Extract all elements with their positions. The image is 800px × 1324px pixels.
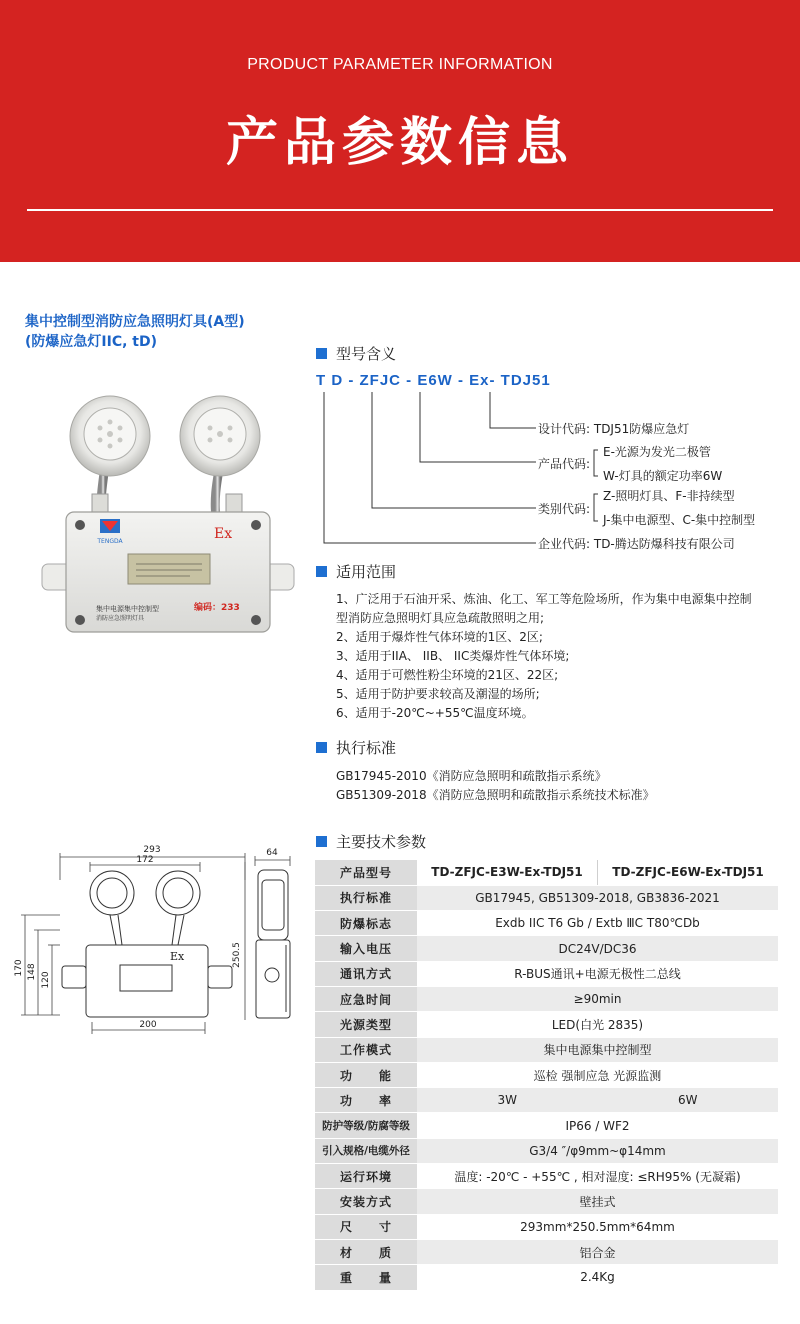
section-specs	[316, 831, 426, 851]
section-heading: 执行标准	[336, 738, 397, 757]
spec-value: 2.4Kg	[417, 1265, 778, 1290]
spec-key: 通讯方式	[315, 961, 417, 986]
table-row	[315, 1062, 778, 1087]
spec-value: GB17945, GB51309-2018, GB3836-2021	[417, 885, 778, 910]
spec-key: 材 质	[315, 1239, 417, 1264]
list-item: 6、适用于-20℃~+55℃温度环境。	[336, 706, 534, 720]
list-item: 型消防应急照明灯具应急疏散照明之用;	[336, 611, 545, 625]
list-item: 5、适用于防护要求较高及潮湿的场所;	[336, 687, 540, 701]
section-heading: 主要技术参数	[336, 832, 427, 851]
table-row	[315, 1239, 778, 1264]
spec-value: 铝合金	[417, 1239, 778, 1264]
table-row	[315, 860, 778, 885]
model-code: T D - ZFJC - E6W - Ex- TDJ51	[316, 372, 551, 389]
table-row	[315, 1189, 778, 1214]
product-code-label: 产品代码:	[538, 457, 591, 471]
dim-120: 120	[41, 971, 51, 989]
spec-value: 巡检 强制应急 光源监测	[417, 1062, 778, 1087]
table-row	[315, 1214, 778, 1239]
list-item: 3、适用于IIA、 IIB、 IIC类爆炸性气体环境;	[336, 649, 570, 663]
table-row	[315, 1088, 778, 1113]
table-row	[315, 1138, 778, 1163]
dim-64: 64	[266, 848, 278, 858]
spec-model-a: TD-ZFJC-E3W-Ex-TDJ51	[417, 860, 598, 885]
spec-key: 防护等级/防腐等级	[315, 1113, 417, 1138]
table-row	[315, 1113, 778, 1138]
spec-value: 温度: -20℃ - +55℃ , 相对湿度: ≤RH95% (无凝霜)	[417, 1164, 778, 1189]
spec-key: 执行标准	[315, 885, 417, 910]
spec-key: 功 能	[315, 1062, 417, 1087]
banner-cn-title: 产品参数信息	[225, 113, 574, 173]
enterprise-code-label: 企业代码: TD-腾达防爆科技有限公司	[538, 537, 735, 551]
design-code-label: 设计代码: TDJ51防爆应急灯	[538, 422, 690, 436]
spec-value: R-BUS通讯+电源无极性二总线	[417, 961, 778, 986]
table-row	[315, 1164, 778, 1189]
table-row	[315, 986, 778, 1011]
spec-key: 工作模式	[315, 1037, 417, 1062]
table-row	[315, 961, 778, 986]
product-title-line2: (防爆应急灯IIC, tD)	[25, 334, 157, 350]
spec-key: 防爆标志	[315, 911, 417, 936]
lamp-brand-text: TENGDA	[97, 538, 123, 545]
spec-power-a: 3W	[417, 1088, 598, 1113]
spec-key: 安装方式	[315, 1189, 417, 1214]
category-code-label: 类别代码:	[538, 502, 591, 516]
lamp-label-line1: 集中电源集中控制型	[96, 605, 159, 613]
table-row	[315, 1012, 778, 1037]
dim-250-5: 250.5	[232, 942, 242, 968]
spec-key: 产品型号	[315, 860, 417, 885]
spec-key: 功 率	[315, 1088, 417, 1113]
spec-key: 光源类型	[315, 1012, 417, 1037]
spec-value: DC24V/DC36	[417, 936, 778, 961]
list-item: 1、广泛用于石油开采、炼油、化工、军工等危险场所，作为集中电源集中控制	[336, 592, 752, 606]
section-heading: 型号含义	[336, 344, 397, 363]
lamp-code: 编码：233	[194, 603, 240, 613]
list-item: 4、适用于可燃性粉尘环境的21区、22区;	[336, 668, 559, 682]
dim-293: 293	[143, 845, 161, 855]
banner-en-title: PRODUCT PARAMETER INFORMATION	[247, 56, 553, 73]
table-row	[315, 1037, 778, 1062]
section-marker-icon	[316, 836, 327, 847]
dim-172: 172	[136, 855, 154, 865]
spec-power-b: 6W	[598, 1088, 779, 1113]
product-code-e: E-光源为发光二极管	[603, 445, 711, 459]
spec-key: 尺 寸	[315, 1214, 417, 1239]
lamp-ex-mark: Ex	[214, 526, 233, 542]
category-code-2: J-集中电源型、C-集中控制型	[603, 513, 756, 527]
table-row	[315, 885, 778, 910]
list-item: GB51309-2018《消防应急照明和疏散指示系统技术标准》	[336, 788, 655, 802]
section-heading: 适用范围	[336, 562, 397, 581]
product-title-line1: 集中控制型消防应急照明灯具(A型)	[25, 314, 245, 330]
category-code-1: Z-照明灯具、F-非持续型	[603, 489, 735, 503]
spec-value: ≥90min	[417, 986, 778, 1011]
table-row	[315, 1265, 778, 1290]
table-row	[315, 936, 778, 961]
spec-value: LED(白光 2835)	[417, 1012, 778, 1037]
lamp-label-line2: 消防应急照明灯具	[96, 615, 145, 622]
spec-model-b: TD-ZFJC-E6W-Ex-TDJ51	[598, 860, 779, 885]
dim-148: 148	[27, 963, 37, 981]
spec-value: G3/4 ″/φ9mm~φ14mm	[417, 1138, 778, 1163]
spec-table	[315, 860, 778, 1291]
spec-key: 引入规格/电缆外径	[315, 1138, 417, 1163]
product-code-w: W-灯具的额定功率6W	[603, 469, 723, 483]
spec-key: 输入电压	[315, 936, 417, 961]
spec-value: Exdb IIC T6 Gb / Extb ⅢC T80℃Db	[417, 911, 778, 936]
dim-170: 170	[14, 959, 24, 977]
spec-key: 运行环境	[315, 1164, 417, 1189]
list-item: GB17945-2010《消防应急照明和疏散指示系统》	[336, 769, 607, 783]
spec-key: 应急时间	[315, 986, 417, 1011]
dim-200: 200	[139, 1020, 157, 1030]
spec-key: 重 量	[315, 1265, 417, 1290]
spec-value: IP66 / WF2	[417, 1113, 778, 1138]
spec-value: 集中电源集中控制型	[417, 1037, 778, 1062]
drawing-ex-mark: Ex	[170, 950, 185, 963]
table-row	[315, 911, 778, 936]
spec-value: 293mm*250.5mm*64mm	[417, 1214, 778, 1239]
list-item: 2、适用于爆炸性气体环境的1区、2区;	[336, 630, 543, 644]
spec-value: 壁挂式	[417, 1189, 778, 1214]
